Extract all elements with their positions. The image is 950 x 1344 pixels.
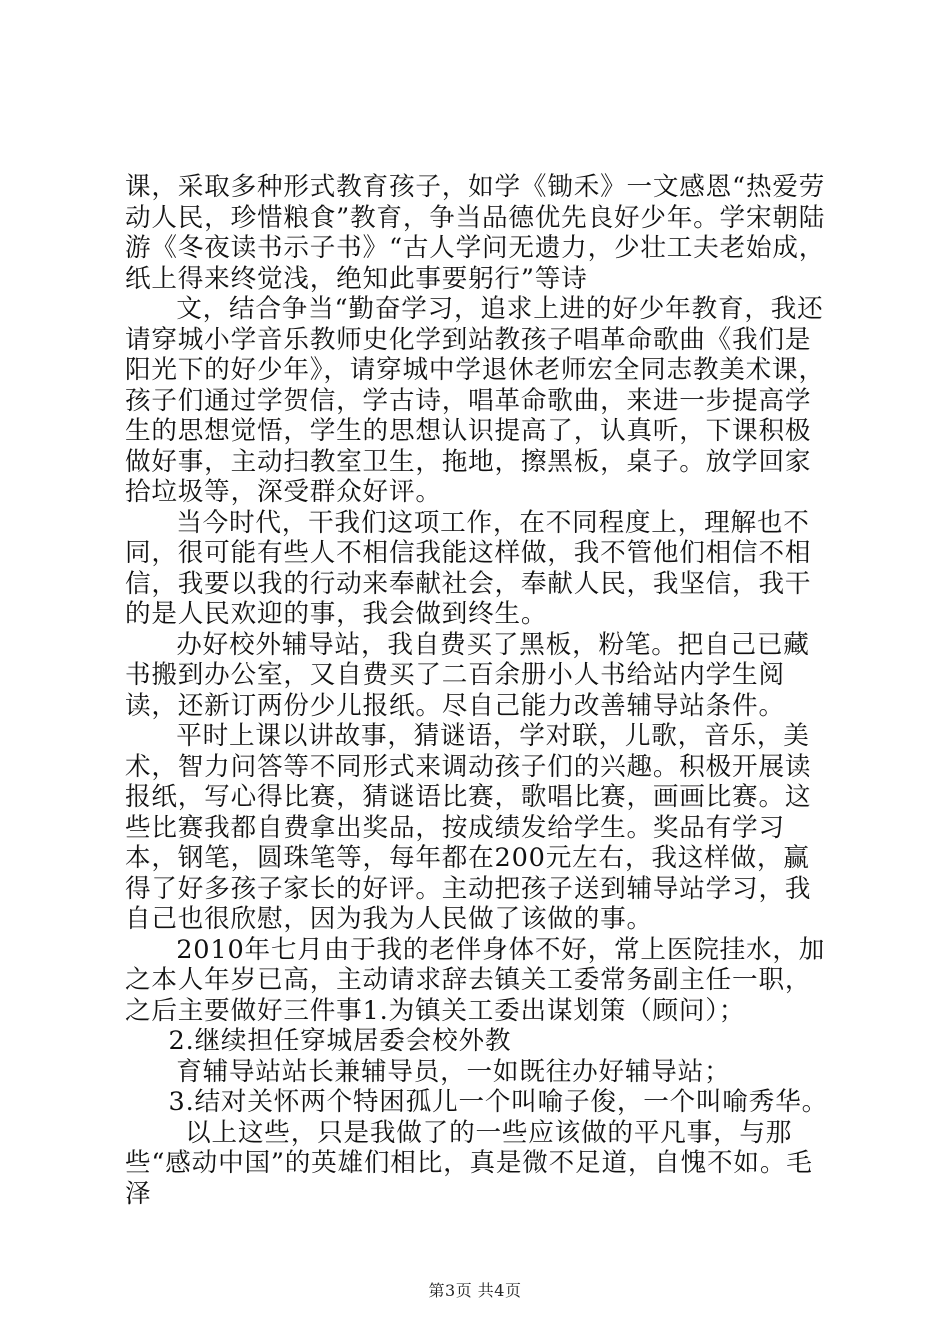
paragraph-4: 办好校外辅导站，我自费买了黑板，粉笔。把自己已藏书搬到办公室，又自费买了二百余册小人书给站内学生阅读，还新订两份少儿报纸。尽自己能力改善辅导站条件。 <box>125 629 810 721</box>
list-item-3: 3.结对关怀两个特困孤儿一个叫喻子俊，一个叫喻秀华。 <box>168 1087 828 1117</box>
paragraph-2: 文，结合争当“勤奋学习，追求上进的好少年教育，我还请穿城小学音乐教师史化学到站教孩子唱革命歌曲《我们是阳光下的好少年》，请穿城中学退休老师宏全同志教美术课，孩子们通过学贺信，学古诗，唱革命歌曲，来进一步提高学生的思想觉悟，学生的思想认识提高了，认真听，下课积极做好事，主动扫教室卫生，拖地，擦黑板，桌子。放学回家拾垃圾等，深受群众好评。 <box>125 294 825 507</box>
paragraph-5: 平时上课以讲故事，猜谜语，学对联，儿歌，音乐，美术，智力问答等不同形式来调动孩子们的兴趣。积极开展读报纸，写心得比赛，猜谜语比赛，歌唱比赛，画画比赛。这些比赛我都自费拿出奖品，按成绩发给学生。奖品有学习本，钢笔，圆珠笔等，每年都在200元左右，我这样做，赢得了好多孩子家长的好评。主动把孩子送到辅导站学习，我自己也很欣慰，因为我为人民做了该做的事。 <box>125 721 812 934</box>
paragraph-1: 课，采取多种形式教育孩子，如学《锄禾》一文感恩“热爱劳动人民，珍惜粮食”教育，争当品德优先良好少年。学宋朝陆游《冬夜读书示子书》“古人学问无遗力，少壮工夫老始成，纸上得来终觉浅，绝知此事要躬行”等诗 <box>125 172 826 294</box>
page-number-footer: 第3页 共4页 <box>428 1281 522 1300</box>
paragraph-7: 以上这些，只是我做了的一些应该做的平凡事，与那些“感动中国”的英雄们相比，真是微不足道，自愧不如。毛泽 <box>125 1117 813 1209</box>
paragraph-6: 2010年七月由于我的老伴身体不好，常上医院挂水，加之本人年岁已高，主动请求辞去镇关工委常务副主任一职，之后主要做好三件事1.为镇关工委出谋划策（顾问）； <box>125 934 826 1026</box>
document-body <box>125 172 830 1209</box>
paragraph-3: 当今时代，干我们这项工作，在不同程度上，理解也不同，很可能有些人不相信我能这样做，我不管他们相信不相信，我要以我的行动来奉献社会，奉献人民，我坚信，我干的是人民欢迎的事，我会做到终生。 <box>125 507 812 629</box>
list-item-2-continued: 育辅导站站长兼辅导员，一如既往办好辅导站； <box>176 1056 731 1087</box>
list-item-2: 2.继续担任穿城居委会校外教 <box>168 1026 512 1056</box>
